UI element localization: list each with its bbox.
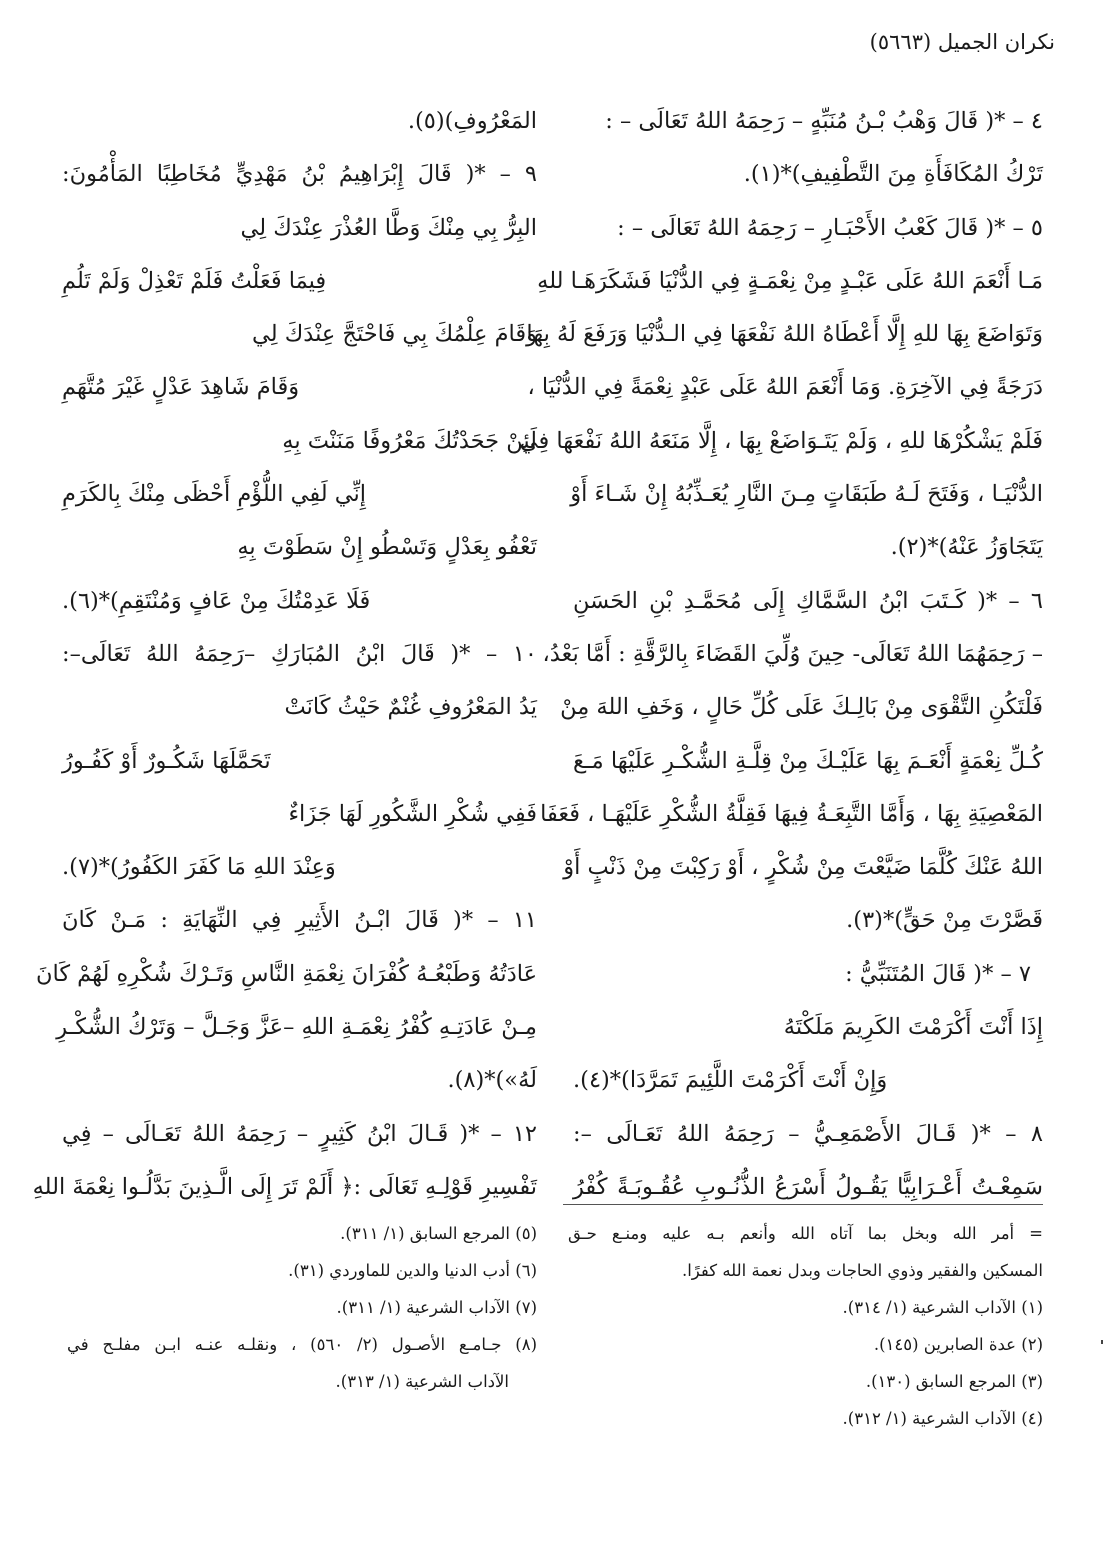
text-line: ١٠ – *( قَالَ ابْنُ المُبَارَكِ –رَحِمَهُ اللهُ تَعَالَى–: (62, 640, 537, 667)
footnote-line: (٦) أدب الدنيا والدين للماوردي (٣١). (288, 1261, 537, 1280)
text-line: مَـا أَنْعَمَ اللهُ عَلَى عَبْـدٍ مِنْ نِعْمَـةٍ فِي الدُّنْيَا فَشَكَرَهَـا للهِ (537, 267, 1043, 294)
footnotes-left (67, 1215, 537, 1400)
footnote-separator (563, 1204, 1043, 1205)
verse-line: فَفِي شُكْرِ الشَّكُورِ لَهَا جَزَاءٌ (288, 800, 537, 827)
verse-line: فِيمَا فَعَلْتُ فَلَمْ تَعْذِلْ وَلَمْ تَلُمِ (62, 267, 327, 294)
verse-line: وَقَامَ عِلْمُكَ بِي فَاحْتَجَّ عِنْدَكَ لِي (251, 321, 537, 348)
text-line: قَصَّرْتَ مِنْ حَقٍّ)*(٣). (846, 907, 1043, 934)
text-line: ٩ – *( قَالَ إِبْرَاهِيمُ بْنُ مَهْدِيٍّ مُخَاطِبًا المَأْمُونَ: (62, 161, 537, 188)
footnote-line: (٨) جـامـع الأصـول (٢/ ٥٦٠) ، ونقلـه عنـه ابـن مفلـح في (67, 1335, 537, 1354)
left-column (32, 95, 537, 1214)
verse-line: يَدُ المَعْرُوفِ غُنْمٌ حَيْثُ كَانَتْ (284, 694, 537, 721)
text-line: لَهُ»)*(٨). (447, 1067, 537, 1094)
footnote-line: (١) الآداب الشرعية (١/ ٣١٤). (842, 1298, 1043, 1317)
text-line: – رَحِمَهُمَا اللهُ تَعَالَى- حِينَ وُلِّيَ القَضَاءَ بِالرَّقَّةِ : أَمَّا بَعْدُ، (542, 640, 1043, 667)
footnote-line: (٢) عدة الصابرين (١٤٥). (873, 1335, 1043, 1354)
text-line: ١١ – *( قَالَ ابْـنُ الأَثِيرِ فِي النِّهَايَةِ : مَـنْ كَانَ (62, 907, 537, 934)
footnote-line: (٣) المرجع السابق (١٣٠). (865, 1372, 1043, 1391)
text-line: ٥ – *( قَالَ كَعْبُ الأَحْبَـارِ – رَحِمَهُ اللهُ تَعَالَى – : (617, 214, 1043, 241)
text-line: المَعْصِيَةِ بِهَا ، وَأَمَّا التَّبِعَـةُ فِيهَا فَقِلَّةُ الشُّكْرِ عَلَيْهَـا ، فَعَفَا (540, 800, 1043, 827)
text-line: ٧ – *( قَالَ المُتَنَبِّيُّ : (845, 960, 1031, 987)
verse-line: وَإِنْ أَنْتَ أَكْرَمْتَ اللَّئِيمَ تَمَرَّدَا)*(٤). (573, 1067, 888, 1094)
text-line: كُـلِّ نِعْمَةٍ أَنْعَـمَ بِهَا عَلَيْـكَ مِنْ قِلَّـةِ الشُّكْـرِ عَلَيْهَا مَـعَ (573, 747, 1043, 774)
footnote-line: (٥) المرجع السابق (١/ ٣١١). (340, 1224, 537, 1243)
footnote-line: (٧) الآداب الشرعية (١/ ٣١١). (336, 1298, 537, 1317)
text-line: ٤ – *( قَالَ وَهْبُ بْـنُ مُنَبِّهٍ – رَحِمَهُ اللهُ تَعَالَى – : (605, 108, 1043, 134)
text-line: عَادَتُهُ وَطَبْعُـهُ كُفْرَانَ نِعْمَةِ النَّاسِ وَتَـرْكَ شُكْرِهِ لَهُمْ كَانَ (35, 960, 537, 987)
footnote-line: المسكين والفقير وذوي الحاجات وبدل نعمة الله كفرًا. (681, 1261, 1043, 1280)
text-line: وَتَوَاضَعَ بِهَا للهِ إِلَّا أَعْطَاهُ اللهُ نَفْعَهَا فِي الـدُّنْيَا وَرَفَعَ لَهُ بِهَا (526, 321, 1043, 348)
text-line: ٦ – *( كَـتَبَ ابْنُ السَّمَّاكِ إِلَى مُحَمَّـدِ بْنِ الحَسَنِ (573, 587, 1043, 614)
footnote-line: (٤) الآداب الشرعية (١/ ٣١٢). (842, 1409, 1043, 1428)
running-header: نكران الجميل (٥٦٦٣) (869, 30, 1055, 54)
verse-line: لَئِنْ جَحَدْتُكَ مَعْرُوفًا مَنَنْتَ بِهِ (282, 427, 537, 454)
verse-line: البِرُّ بِي مِنْكَ وَطَّا العُذْرَ عِنْدَكَ لِي (240, 214, 537, 241)
verse-line: وَعِنْدَ اللهِ مَا كَفَرَ الكَفُورُ)*(٧). (62, 854, 336, 881)
verse-line: تَعْفُو بِعَدْلٍ وَتَسْطُو إِنْ سَطَوْتَ بِهِ (237, 534, 537, 561)
text-line: فَلْتَكُنِ التَّقْوَى مِنْ بَالِـكَ عَلَى كُلِّ حَالٍ ، وَخَفِ اللهَ مِنْ (560, 694, 1043, 721)
verse-line: إِذَا أَنْتَ أَكْرَمْتَ الكَرِيمَ مَلَكْتَهُ (783, 1014, 1043, 1041)
right-column (519, 95, 1043, 1214)
text-line: فَلَمْ يَشْكُرْهَا للهِ ، وَلَمْ يَتَـوَاضَعْ بِهَا ، إِلَّا مَنَعَهُ اللهُ نَفْعَهَا فِي (519, 427, 1043, 454)
text-line: يَتَجَاوَزُ عَنْهُ)*(٢). (890, 534, 1043, 561)
text-line: دَرَجَةً فِي الآخِرَةِ. وَمَا أَنْعَمَ اللهُ عَلَى عَبْدٍ نِعْمَةً فِي الدُّنْيَا ، (527, 374, 1043, 401)
text-line: ٨ – *( قَـالَ الأَصْمَعِـيُّ – رَحِمَهُ اللهُ تَعَـالَى –: (573, 1120, 1043, 1147)
text-line: المَعْرُوفِ)(٥). (407, 108, 537, 134)
margin-mark (1101, 1340, 1103, 1344)
text-line: تَرْكُ المُكَافَأَةِ مِنَ التَّطْفِيفِ)*(١). (743, 161, 1043, 188)
text-line: مِـنْ عَادَتِـهِ كُفْرُ نِعْمَـةِ اللهِ –عَزَّ وَجَـلَّ – وَتَرْكُ الشُّكْـرِ (56, 1014, 537, 1041)
text-line: ١٢ – *( قَـالَ ابْنُ كَثِيرٍ – رَحِمَهُ اللهُ تَعَـالَى – فِي (62, 1120, 537, 1147)
verse-line: إِنِّي لَفِي اللُّؤْمِ أَحْظَى مِنْكَ بِالكَرَمِ (62, 481, 367, 508)
verse-line: فَلَا عَدِمْتُكَ مِنْ عَافٍ وَمُنْتَقِمِ)*(٦). (62, 587, 371, 614)
text-line: سَمِعْـتُ أَعْـرَابِيًّا يَقُـولُ أَسْرَعُ الذُّنُـوبِ عُقُـوبَـةً كُفْرُ (573, 1173, 1043, 1200)
text-line: اللهُ عَنْكَ كُلَّمَا ضَيَّعْتَ مِنْ شُكْرٍ ، أَوْ رَكِبْتَ مِنْ ذَنْبٍ أَوْ (563, 854, 1043, 881)
footnote-line: = أمر الله وبخل بما آتاه الله وأنعم بـه عليه ومنـع حـق (568, 1224, 1043, 1243)
footnotes-right (568, 1215, 1043, 1437)
text-line: تَفْسِيرِ قَوْلِـهِ تَعَالَى :﴿ أَلَمْ تَرَ إِلَى الَّـذِينَ بَدَّلُـوا نِعْمَةَ اللهِ (32, 1173, 537, 1200)
verse-line: تَحَمَّلَهَا شَكُـورٌ أَوْ كَفُـورُ (62, 747, 271, 774)
text-line: الدُّنْيَـا ، وَفَتَحَ لَـهُ طَبَقَاتٍ مِـنَ النَّارِ يُعَـذِّبُهُ إِنْ شَـاءَ أَوْ (570, 481, 1043, 508)
verse-line: وَقَامَ شَاهِدَ عَدْلٍ غَيْرَ مُتَّهَمِ (62, 374, 300, 401)
footnote-line: الآداب الشرعية (١/ ٣١٣). (335, 1372, 509, 1391)
